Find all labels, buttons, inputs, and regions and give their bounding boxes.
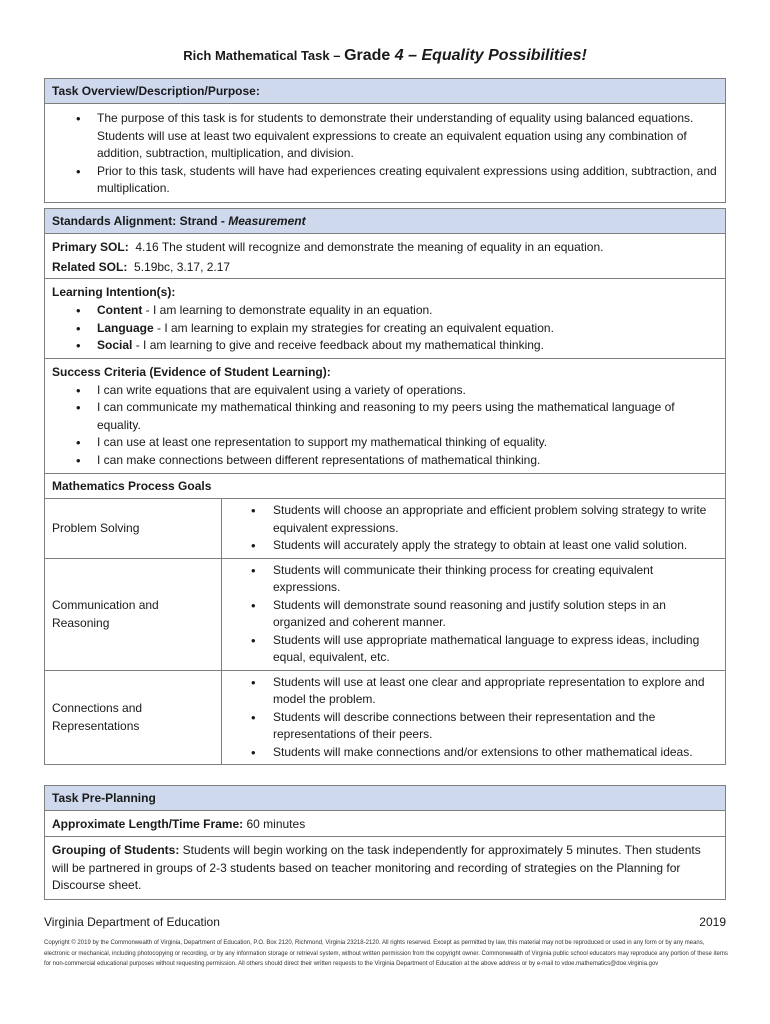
overview-header: Task Overview/Description/Purpose: [45, 79, 725, 104]
time-frame-value: 60 minutes [243, 817, 306, 831]
sol-section [45, 234, 725, 278]
overview-bullet: • Prior to this task, students will have had experiences creating equivalent expressions using addition, subtraction, and multiplication. [52, 163, 718, 198]
primary-sol-text: 4.16 The student will recognize and demonstrate the meaning of equality in an equation. [135, 240, 604, 254]
process-goal-details [222, 670, 726, 764]
related-sol-label: Related SOL: [52, 260, 128, 274]
page-title [0, 47, 770, 65]
standards-strand: Measurement [228, 214, 306, 228]
primary-sol-label: Primary SOL: [52, 240, 129, 254]
process-goals-table [45, 498, 725, 764]
learning-intention [52, 320, 718, 338]
overview-bullets [52, 110, 718, 198]
preplanning-box [44, 785, 726, 900]
overview-bullet: • The purpose of this task is for students to demonstrate their understanding of equality using balanced equations. Students will use at least two equivalent expressions to create an equivalent equation using any combination of addition, subtraction, multiplication, and division. [52, 110, 718, 163]
standards-box [44, 208, 726, 765]
learning-intention [52, 337, 718, 355]
grouping-text: Students will begin working on the task independently for approximately 5 minutes. Then students will be partnered in groups of 2-3 students based on teacher monitoring and recording of strategies on the Planning for Discourse sheet. [52, 843, 701, 892]
success-bullets [52, 382, 718, 470]
process-goal-row [45, 670, 725, 764]
preplanning-header: Task Pre-Planning [45, 786, 725, 811]
process-goal-details [222, 558, 726, 670]
learning-intention-text: - I am learning to explain my strategies for creating an equivalent equation. [153, 320, 554, 335]
process-goal-bullet: • Students will accurately apply the strategy to obtain at least one valid solution. [222, 537, 721, 555]
related-sol-text: 5.19bc, 3.17, 2.17 [134, 260, 231, 274]
process-goal-bullet: • Students will use appropriate mathematical language to express ideas, including equal, equivalent, etc. [222, 632, 721, 667]
process-goal-bullet: • Students will describe connections between their representation and the representations of their peers. [222, 709, 721, 744]
process-goal-bullet: • Students will use at least one clear and appropriate representation to explore and model the problem. [222, 674, 721, 709]
process-goal-row [45, 499, 725, 559]
overview-box [44, 78, 726, 203]
time-frame [52, 814, 718, 834]
standards-header-prefix: Standards Alignment: Strand - [52, 214, 229, 228]
success-section [45, 358, 725, 474]
process-goal-bullets [222, 674, 721, 762]
length-section [45, 811, 725, 836]
process-goal-bullets [222, 562, 721, 667]
process-goal-name: Problem Solving [45, 499, 222, 559]
footer-org: Virginia Department of Education [44, 915, 220, 929]
success-criterion: • I can use at least one representation to support my mathematical thinking of equality. [52, 434, 718, 452]
process-goal-row [45, 558, 725, 670]
learning-intention-text: - I am learning to demonstrate equality in an equation. [142, 303, 433, 317]
grouping-label: Grouping of Students: [52, 843, 180, 857]
process-goal-bullet: • Students will communicate their thinking process for creating equivalent expressions. [222, 562, 721, 597]
footer-year: 2019 [699, 915, 726, 929]
title-grade: Grade [344, 47, 395, 64]
standards-header [45, 209, 725, 234]
process-goal-bullet: • Students will make connections and/or extensions to other mathematical ideas. [222, 744, 721, 762]
success-criterion: • I can communicate my mathematical thinking and reasoning to my peers using the mathematical language of equality. [52, 399, 718, 434]
copyright-notice: Copyright © 2019 by the Commonwealth of Virginia, Department of Education, P.O. Box 2120, Richmond, Virginia 23218-2120. All rights reserved. Except as permitted by law, this material may not be reproduced or used in any form or by any means, electronic or mechanical, including photocopying or recording, or by any information storage or retrieval system, without written permission from the copyright owner. Commonwealth of Virginia public school educators may reproduce any portion of these items for non-commercial educational purposes without requesting permission. All others should direct their written requests to the Virginia Department of Education at the above address or by e-mail to vdoe.mathematics@doe.virginia.gov [44, 940, 728, 967]
learning-label: Learning Intention(s): [52, 285, 176, 299]
grouping-section [45, 836, 725, 899]
time-frame-label: Approximate Length/Time Frame: [52, 817, 244, 831]
process-goal-name: Communication and Reasoning [45, 558, 222, 670]
learning-intention-key: Content [97, 303, 143, 317]
learning-intention-text: - I am learning to give and receive feedback about my mathematical thinking. [132, 338, 544, 352]
overview-body [45, 104, 725, 202]
process-section [45, 473, 725, 498]
process-goal-bullets [222, 502, 721, 555]
title-rest: 4 – Equality Possibilities! [394, 47, 587, 64]
related-sol [52, 257, 718, 277]
title-prefix: Rich Mathematical Task – [183, 48, 345, 63]
process-goal-details [222, 499, 726, 559]
success-label: Success Criteria (Evidence of Student Learning): [52, 364, 331, 379]
learning-intention-key: Language [97, 320, 154, 335]
process-goal-bullet: • Students will demonstrate sound reasoning and justify solution steps in an organized and coherent manner. [222, 597, 721, 632]
primary-sol [52, 237, 718, 257]
learning-bullets [52, 302, 718, 355]
process-goal-name: Connections and Representations [45, 670, 222, 764]
process-label: Mathematics Process Goals [52, 479, 212, 493]
learning-intention-key: Social [97, 338, 133, 352]
learning-section [45, 278, 725, 358]
learning-intention [52, 302, 718, 320]
process-goal-bullet: • Students will choose an appropriate and efficient problem solving strategy to write equivalent expressions. [222, 502, 721, 537]
success-criterion: • I can write equations that are equivalent using a variety of operations. [52, 382, 718, 400]
success-criterion: • I can make connections between different representations of mathematical thinking. [52, 452, 718, 470]
